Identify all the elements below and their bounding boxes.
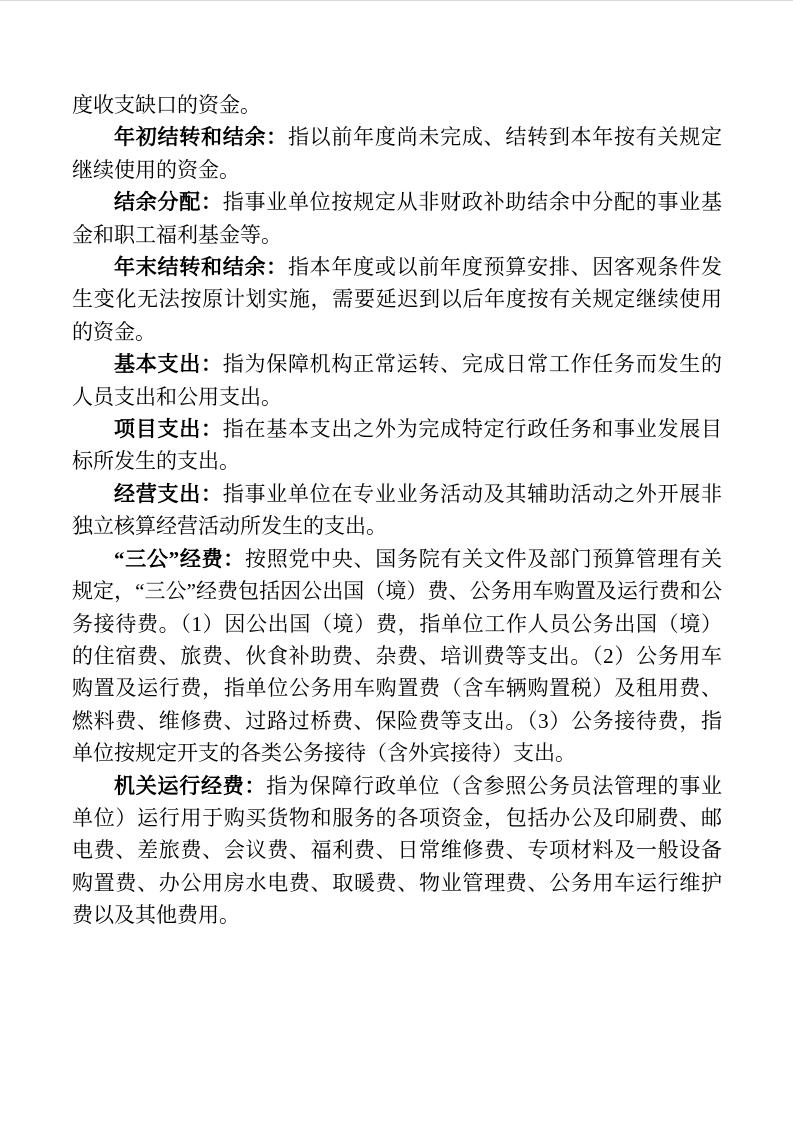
definition-text: 指以前年度尚未完成、结转到本年按有关规定继续使用的资金。 bbox=[72, 125, 723, 182]
definition-text: 指为保障行政单位（含参照公务员法管理的事业单位）运行用于购买货物和服务的各项资金，包括办公及印刷费、邮电费、差旅费、会议费、福利费、日常维修费、专项材料及一般设备购置费、办公用房水电费、取暖费、物业管理费、公务用车运行维护费以及其他费用。 bbox=[72, 773, 723, 928]
term-label: 基本支出： bbox=[114, 352, 223, 377]
definition-paragraph bbox=[72, 348, 722, 413]
definition-paragraph bbox=[72, 121, 722, 186]
definition-paragraph bbox=[72, 186, 722, 251]
term-label: 年初结转和结余： bbox=[114, 125, 288, 150]
definition-paragraph bbox=[72, 413, 722, 478]
term-label: “三公”经费： bbox=[114, 546, 245, 571]
definition-paragraph bbox=[72, 543, 722, 770]
definition-text: 指事业单位在专业业务活动及其辅助活动之外开展非独立核算经营活动所发生的支出。 bbox=[72, 481, 723, 539]
term-label: 结余分配： bbox=[114, 190, 223, 215]
definitions-list bbox=[72, 121, 722, 931]
definition-paragraph bbox=[72, 478, 722, 543]
continuation-text: 度收支缺口的资金。 bbox=[72, 93, 261, 117]
definition-text: 指本年度或以前年度预算安排、因客观条件发生变化无法按原计划实施，需要延迟到以后年度按有关规定继续使用的资金。 bbox=[72, 255, 723, 344]
definition-text: 指为保障机构正常运转、完成日常工作任务而发生的人员支出和公用支出。 bbox=[72, 352, 723, 409]
definition-text: 指在基本支出之外为完成特定行政任务和事业发展目标所发生的支出。 bbox=[72, 417, 723, 474]
term-label: 项目支出： bbox=[114, 417, 223, 442]
definition-text: 指事业单位按规定从非财政补助结余中分配的事业基金和职工福利基金等。 bbox=[72, 190, 723, 247]
term-label: 年末结转和结余： bbox=[114, 255, 288, 280]
definition-paragraph bbox=[72, 251, 722, 348]
term-label: 机关运行经费： bbox=[114, 773, 267, 798]
definition-paragraph bbox=[72, 770, 722, 932]
term-label: 经营支出： bbox=[114, 481, 223, 506]
text-block bbox=[72, 89, 722, 932]
definition-text: 按照党中央、国务院有关文件及部门预算管理有关规定，“三公”经费包括因公出国（境）费、公务用车购置及运行费和公务接待费。（1）因公出国（境）费，指单位工作人员公务出国（境）的住宿费、旅费、伙食补助费、杂费、培训费等支出。（2）公务用车购置及运行费，指单位公务用车购置费（含车辆购置税）及租用费、燃料费、维修费、过路过桥费、保险费等支出。（3）公务接待费，指单位按规定开支的各类公务接待（含外宾接待）支出。 bbox=[72, 546, 722, 766]
